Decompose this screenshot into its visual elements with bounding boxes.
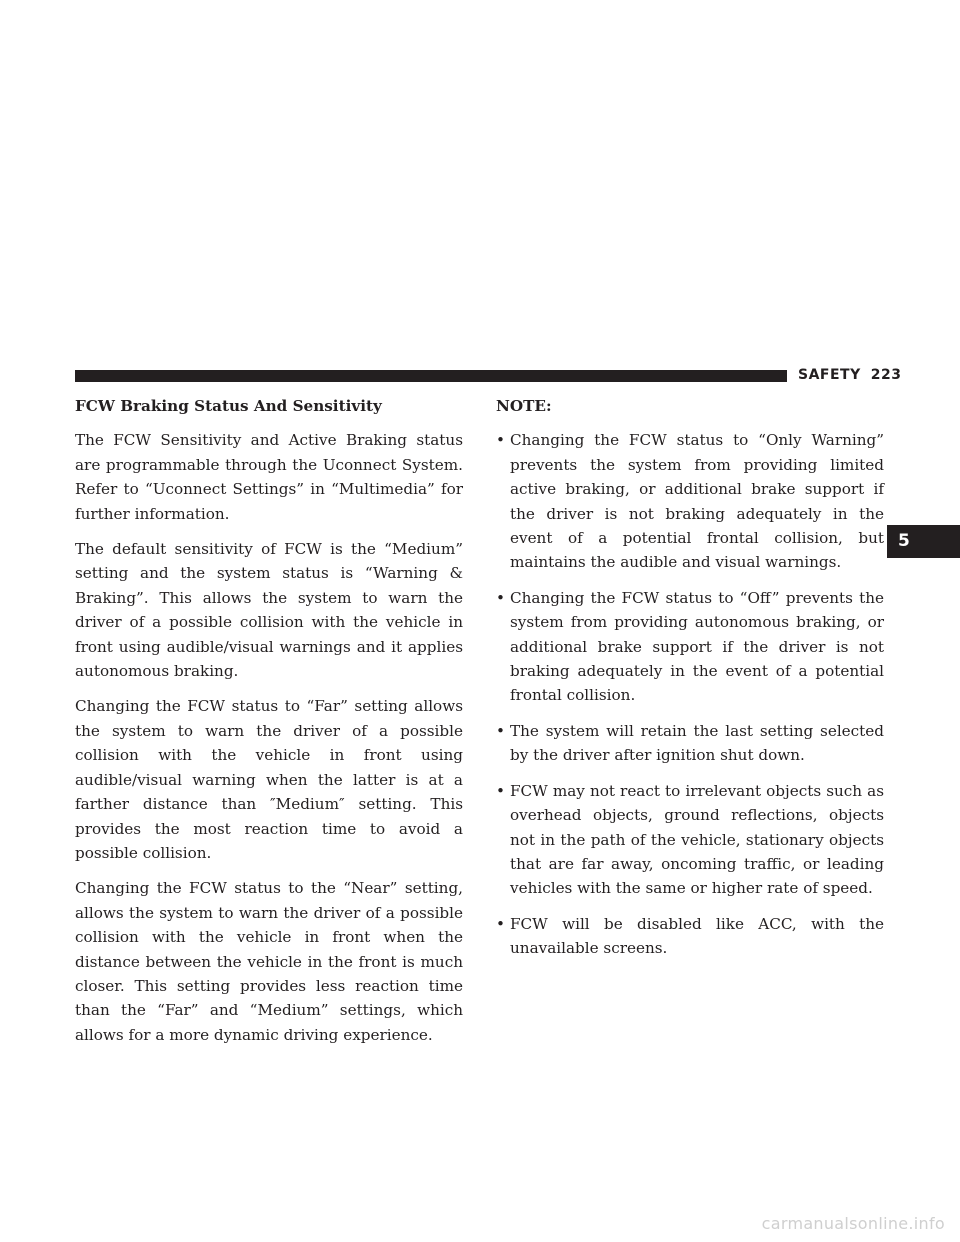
list-item-text: FCW may not react to irrelevant objects such as overhead objects, ground reflections, objects not in the path of the vehicle, stationary objects that are far away, oncoming traffic, or leading vehicles with the same or higher rate of speed.	[510, 781, 884, 898]
list-item	[496, 428, 884, 574]
right-column	[496, 394, 884, 972]
list-item	[496, 779, 884, 901]
chapter-tab: 5	[887, 525, 960, 558]
watermark: carmanualsonline.info	[761, 1214, 945, 1233]
bullet-icon: •	[496, 914, 505, 933]
list-item	[496, 719, 884, 768]
list-item	[496, 912, 884, 961]
left-column	[75, 394, 463, 1058]
running-header	[798, 367, 901, 383]
list-item-text: The system will retain the last setting selected by the driver after ignition shut down.	[510, 721, 884, 765]
paragraph-4: Changing the FCW status to the “Near” setting, allows the system to warn the driver of a possible collision with the vehicle in front when the distance between the vehicle in the front is much closer. This setting provides less reaction time than the “Far” and “Medium” settings, which allows for a more dynamic driving experience.	[75, 879, 463, 1044]
bullet-icon: •	[496, 588, 505, 607]
section-heading: FCW Braking Status And Sensitivity	[75, 397, 382, 415]
page-number: 223	[870, 367, 902, 383]
note-heading: NOTE:	[496, 397, 552, 415]
bullet-icon: •	[496, 721, 505, 740]
section-title: SAFETY	[798, 367, 861, 383]
list-item-text: Changing the FCW status to “Only Warning” prevents the system from providing limited active braking, or additional brake support if the driver is not braking adequately in the event of a potential frontal collision, but maintains the audible and visual warnings.	[510, 431, 884, 572]
paragraph-1: The FCW Sensitivity and Active Braking status are programmable through the Uconnect System. Refer to “Uconnect Settings” in “Multimedia” for further information.	[75, 431, 463, 523]
list-item	[496, 586, 884, 708]
paragraph-3: Changing the FCW status to “Far” setting allows the system to warn the driver of a possible collision with the vehicle in front using audible/visual warning when the latter is at a farther distance than ″Medium″ setting. This provides the most reaction time to avoid a possible collision.	[75, 697, 463, 862]
header-rule	[75, 370, 787, 382]
bullet-icon: •	[496, 781, 505, 800]
bullet-icon: •	[496, 431, 505, 450]
note-list	[496, 428, 884, 960]
list-item-text: Changing the FCW status to “Off” prevents the system from providing autonomous braking, or additional brake support if the driver is not braking adequately in the event of a potential frontal collision.	[510, 588, 884, 705]
list-item-text: FCW will be disabled like ACC, with the unavailable screens.	[510, 914, 884, 958]
paragraph-2: The default sensitivity of FCW is the “Medium” setting and the system status is “Warning & Braking”. This allows the system to warn the driver of a possible collision with the vehicle in front using audible/visual warnings and it applies autonomous braking.	[75, 540, 463, 681]
